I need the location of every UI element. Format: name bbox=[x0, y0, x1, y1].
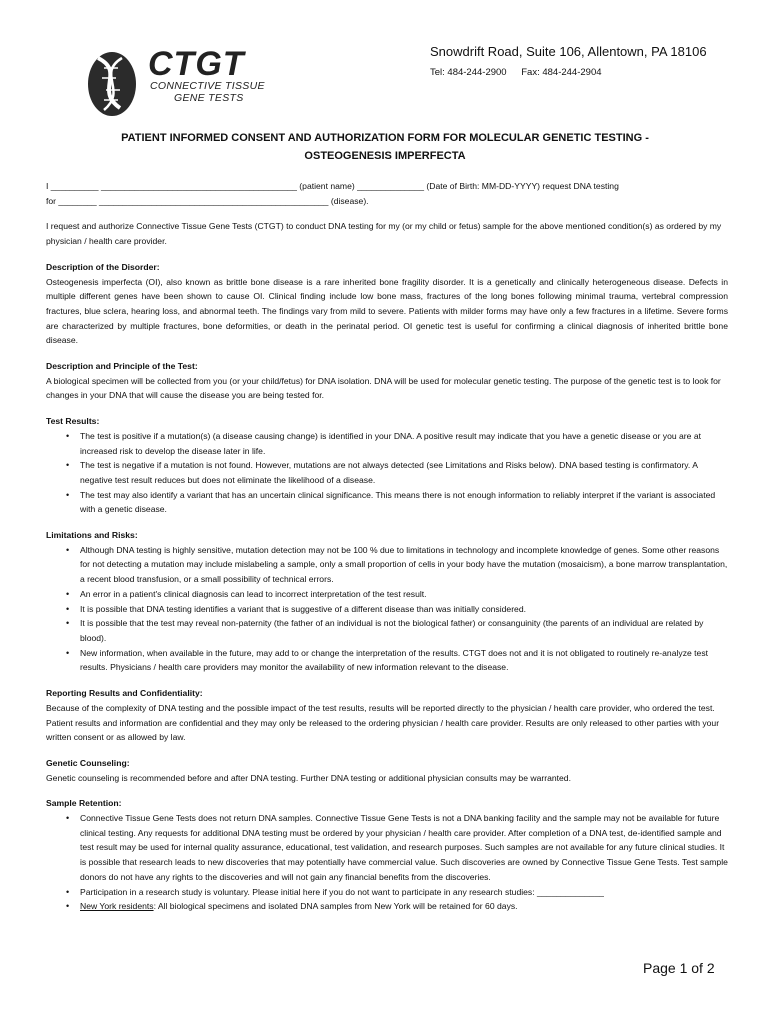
ctgt-logo bbox=[86, 44, 286, 120]
disease-field[interactable]: for ________ ________________________________________________ (disease). bbox=[46, 195, 369, 206]
list-item: • It is possible that DNA testing identifies a variant that is suggestive of a different disease than was initially considered. bbox=[80, 602, 728, 617]
disorder-text: Osteogenesis imperfecta (OI), also known as brittle bone disease is a rare inherited bone fragility disorder. It is a genetically and clinically heterogeneous disease. Defects in multiple different genes have been shown to cause OI. Clinical finding include low bone mass, fractures of the long bones following minimal trauma, vertebral compression fractures, blue sclera, hearing loss, and abnormal teeth. The findings vary from mild to severe. Patients with milder forms may have only a few fractures in a lifetime. Severe forms are characterized by multiple fractures, bone deformities, or death in the perinatal period. OI genetic test is useful for confirming a clinical diagnosis of inherited brittle bone disease. bbox=[46, 276, 728, 346]
research-opt-out-initial-field[interactable]: • Participation in a research study is voluntary. Please initial here if you do not want to participate in any research studies: ______________ bbox=[80, 885, 728, 900]
logo-brand-text: CTGT bbox=[148, 45, 245, 83]
new-york-residents-label: New York residents bbox=[80, 901, 154, 912]
counseling-heading: Genetic Counseling: bbox=[46, 757, 130, 768]
principle-heading: Description and Principle of the Test: bbox=[46, 361, 198, 372]
principle-text: A biological specimen will be collected from you (or your child/fetus) for DNA isolation. DNA will be used for molecular genetic testing. The purpose of the genetic test is to look for changes in your DNA that will cause the disease you are being tested for. bbox=[46, 375, 721, 401]
logo-subtitle-2: GENE TESTS bbox=[174, 92, 244, 104]
counseling-text: Genetic counseling is recommended before and after DNA testing. Further DNA testing or additional physician consults may be warranted. bbox=[46, 772, 571, 783]
retention-list bbox=[46, 811, 728, 914]
list-item: • Connective Tissue Gene Tests does not return DNA samples. Connective Tissue Gene Tests is not a DNA banking facility and the sample may not be available for future clinical testing. Any requests for additional DNA testing must be ordered by your physician / health care provider. After completion of a DNA test, de-identified sample and test result may be used for internal quality assurance, educational, test validation, and research purposes. Such samples are not available for any future clinical studies. It is possible that research leads to new discoveries that may potentially have commercial value. Such discoveries are owned by Connective Tissue Gene Tests. Test sample donors do not have any rights to the discoveries and will not gain any financial benefits from the discoveries. bbox=[80, 811, 728, 885]
contact-phones bbox=[430, 67, 614, 78]
tel-number: Tel: 484-244-2900 bbox=[430, 67, 507, 78]
fax-number: Fax: 484-244-2904 bbox=[521, 67, 602, 78]
retention-heading: Sample Retention: bbox=[46, 798, 122, 809]
results-heading: Test Results: bbox=[46, 416, 100, 427]
reporting-heading: Reporting Results and Confidentiality: bbox=[46, 688, 203, 699]
list-item: • It is possible that the test may reveal non-paternity (the father of an individual is not the biological father) or consanguinity (the parents of an individual are related by blood). bbox=[80, 616, 728, 645]
list-item: • Although DNA testing is highly sensitive, mutation detection may not be 100 % due to limitations in technology and incomplete knowledge of genes. Some other reasons for not detecting a mutation may include mislabeling a sample, only a small proportion of cells in your body have the mutation (mosaicism), a bone marrow transplantation, a recent blood transfusion, or a small possibility of technical errors. bbox=[80, 543, 728, 587]
page-number: Page 1 of 2 bbox=[643, 960, 715, 976]
list-item bbox=[80, 899, 728, 914]
list-item: • The test is positive if a mutation(s) (a disease causing change) is identified in your DNA. A positive result may indicate that you have a genetic disease or you are at increased risk to develop the disease later in life. bbox=[80, 429, 728, 458]
results-list bbox=[46, 429, 728, 517]
dna-helix-logo-icon bbox=[86, 44, 146, 120]
list-item: • The test is negative if a mutation is not found. However, mutations are not always detected (see Limitations and Risks below). DNA based testing is confirmatory. A negative test result reduces but does not eliminate the likelihood of a disease. bbox=[80, 458, 728, 487]
reporting-text: Because of the complexity of DNA testing and the possible impact of the test results, results will be reported directly to the physician / health care provider, who ordered the test. Patient results and information are confidential and they may only be released to the ordering physician / health care provider. Results are only released to other parties with your written consent or as allowed by law. bbox=[46, 702, 720, 743]
patient-name-dob-field[interactable]: I __________ _________________________________________ (patient name) ______________ (Date of Birth: MM-DD-YYYY) request DNA testing bbox=[46, 181, 619, 191]
form-body bbox=[46, 179, 728, 914]
list-item: • An error in a patient's clinical diagnosis can lead to incorrect interpretation of the test result. bbox=[80, 587, 728, 602]
new-york-retention-text: : All biological specimens and isolated DNA samples from New York will be retained for 60 days. bbox=[153, 901, 518, 912]
authorization-statement: I request and authorize Connective Tissue Gene Tests (CTGT) to conduct DNA testing for my (or my child or fetus) sample for the above mentioned condition(s) as ordered by my physician / health care provider. bbox=[46, 221, 722, 247]
logo-subtitle-1: CONNECTIVE TISSUE bbox=[150, 80, 265, 92]
disorder-heading: Description of the Disorder: bbox=[46, 261, 160, 272]
limitations-heading: Limitations and Risks: bbox=[46, 530, 138, 541]
company-address: Snowdrift Road, Suite 106, Allentown, PA 18106 bbox=[430, 44, 707, 59]
form-title-line-2: OSTEOGENESIS IMPERFECTA bbox=[304, 150, 466, 162]
list-item: • The test may also identify a variant that has an uncertain clinical significance. This means there is not enough information to reliably interpret if the variant is associated with a genetic disease. bbox=[80, 488, 728, 517]
limitations-list bbox=[46, 543, 728, 675]
list-item: • New information, when available in the future, may add to or change the interpretation of the results. CTGT does not and it is not obligated to routinely re-analyze test results. Physicians / health care providers may monitor the availability of new information relevant to the disease. bbox=[80, 646, 728, 675]
form-title bbox=[40, 129, 730, 165]
form-title-line-1: PATIENT INFORMED CONSENT AND AUTHORIZATION FORM FOR MOLECULAR GENETIC TESTING - bbox=[121, 132, 649, 144]
